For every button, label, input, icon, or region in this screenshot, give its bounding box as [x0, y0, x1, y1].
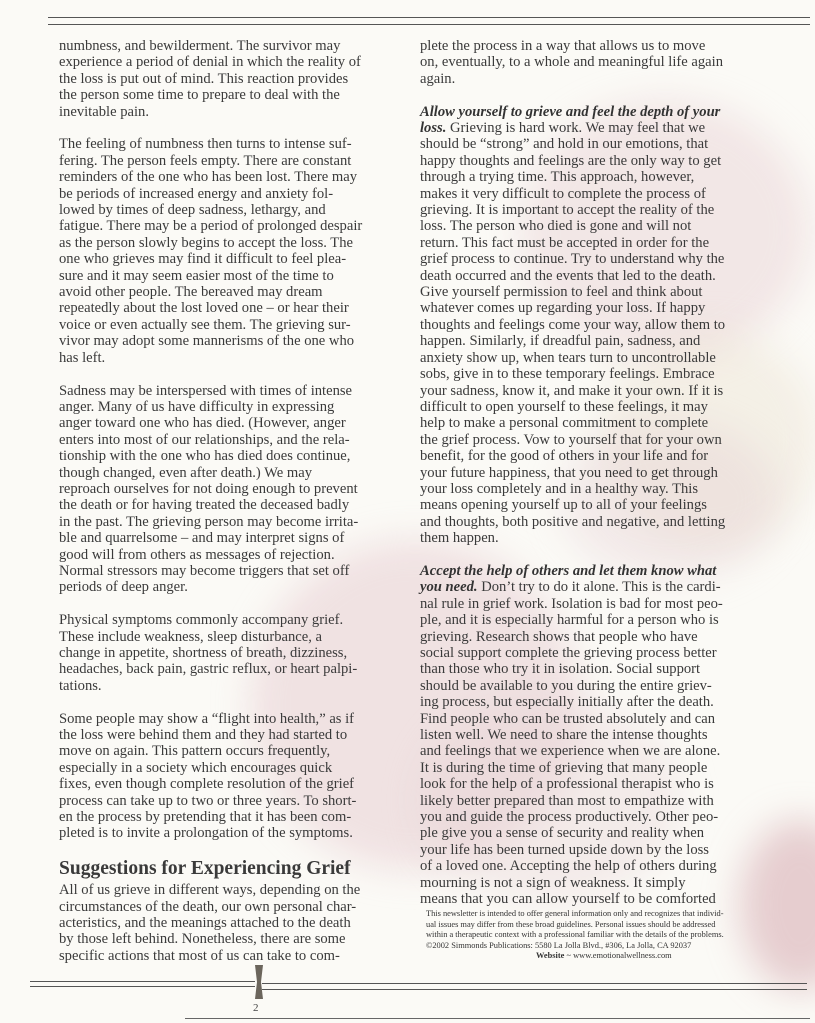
text-line: your sadness, know it, and make it your own. If it is: [420, 382, 724, 399]
suggestion-text: Grieving is hard work. We may feel that we: [446, 120, 706, 137]
text-line: than those who try it in isolation. Social support: [420, 661, 701, 678]
text-line: thoughts and feelings come your way, allow them to: [420, 316, 726, 333]
text-line: fixes, even though complete resolution of the grief: [59, 776, 355, 793]
text-line: return. This fact must be accepted in order for the: [420, 234, 710, 251]
text-line: has left.: [59, 349, 106, 366]
text-line: repeatedly about the lost loved one – or hear their: [59, 300, 349, 317]
text-line: and thoughts, both positive and negative, and letting: [420, 513, 726, 530]
disclaimer: [426, 909, 766, 962]
text-line: the grief process. Vow to yourself that for your own: [420, 431, 722, 448]
text-line: on, eventually, to a whole and meaningful life again: [420, 54, 723, 71]
text-line: inevitable pain.: [59, 103, 149, 120]
text-line: in the past. The grieving person may become irrita-: [59, 513, 359, 530]
text-line: social support complete the grieving process better: [420, 645, 717, 661]
text-line: means that you can allow yourself to be comforted: [420, 891, 716, 908]
website-label: Website: [536, 951, 565, 961]
text-line: your loss completely and in a healthy way. This: [420, 480, 699, 497]
text-line: tionship with the one who has died does continue,: [59, 448, 351, 465]
text-line: especially in a society which encourages quick: [59, 759, 333, 776]
text-line: avoid other people. The bereaved may dream: [59, 284, 323, 301]
paragraph: [59, 383, 404, 596]
text-line: good will from others as messages of rejection.: [59, 546, 335, 563]
text-line: your future happiness, that you need to get through: [420, 464, 718, 481]
text-line: by those left behind. Nonetheless, there are some: [59, 931, 346, 948]
text-line: This newsletter is intended to offer general information only and recognizes that individ-: [426, 909, 724, 918]
suggestion-first-line: [420, 120, 770, 136]
section-heading: Suggestions for Experiencing Grief: [59, 858, 351, 880]
text-line: ple, and it is especially harmful for a person who is: [420, 612, 719, 629]
paragraph: [59, 711, 404, 842]
text-line: means opening yourself up to all of your feelings: [420, 497, 707, 514]
left-paragraphs: [59, 38, 404, 842]
footer-rule: [262, 989, 807, 990]
text-line: anger. Many of us have difficulty in expressing: [59, 398, 335, 415]
suggestion-first-line: [420, 579, 770, 595]
text-line: All of us grieve in different ways, depending on the: [59, 882, 361, 899]
bottom-edge-rule: [185, 1018, 810, 1019]
text-line: you and guide the process productively. Other peo-: [420, 809, 719, 826]
text-line: should be “strong” and hold in our emotions, that: [420, 136, 709, 153]
text-line: pleted is to invite a prolongation of the symptoms.: [59, 825, 353, 842]
text-line: grieving. Research shows that people who have: [420, 628, 698, 645]
text-line: through a trying time. This approach, however,: [420, 169, 695, 186]
text-line: Some people may show a “flight into health,” as if: [59, 710, 355, 727]
website-line: [426, 951, 766, 962]
text-line: your life has been turned upside down by the loss: [420, 841, 709, 858]
text-line: nal rule in grief work. Isolation is bad for most peo-: [420, 595, 723, 612]
page-number: 2: [253, 1002, 259, 1014]
text-line: Sadness may be interspersed with times of intense: [59, 382, 353, 399]
text-line: the person some time to prepare to deal with the: [59, 87, 340, 104]
footer-rule: [30, 981, 255, 982]
header-rule: [48, 24, 810, 25]
text-line: the loss were behind them and they had started to: [59, 727, 348, 743]
text-line: The feeling of numbness then turns to intense suf-: [59, 136, 352, 153]
text-line: move on again. This pattern occurs frequently,: [59, 743, 331, 760]
text-line: of a loved one. Accepting the help of others during: [420, 858, 717, 875]
suggestion-allow-grieve: [420, 104, 770, 547]
text-line: listen well. We need to share the intense thoughts: [420, 727, 708, 744]
text-line: Give yourself permission to feel and think about: [420, 284, 703, 301]
suggestion-body: [420, 596, 770, 908]
text-line: difficult to open yourself to these feelings, it may: [420, 398, 708, 415]
suggestion-lead: Accept the help of others and let them know what: [420, 562, 717, 579]
text-line: These include weakness, sleep disturbance, a: [59, 628, 322, 645]
suggestion-lead-end: you need.: [420, 579, 478, 596]
text-line: It is during the time of grieving that many people: [420, 759, 708, 776]
text-line: enters into most of our relationships, and the rela-: [59, 431, 350, 448]
text-line: specific actions that most of us can take to com-: [59, 947, 340, 964]
text-line: anger toward one who has died. (However, anger: [59, 415, 346, 432]
website-link[interactable]: www.emotionalwellness.com: [573, 951, 672, 961]
suggestion-accept-help: [420, 563, 770, 908]
text-line: process can take up to two or three years. To short-: [59, 792, 357, 809]
suggestion-text: Don’t try to do it alone. This is the cardi-: [477, 579, 721, 596]
text-line: reproach ourselves for not doing enough to prevent: [59, 480, 358, 497]
text-line: whatever comes up regarding your loss. If happy: [420, 300, 706, 317]
paragraph: [59, 612, 404, 694]
text-line: Find people who can be trusted absolutely and can: [420, 710, 716, 727]
text-line: sobs, give in to these temporary feelings. Embrace: [420, 366, 715, 383]
text-line: loss. The person who died is gone and will not: [420, 218, 692, 235]
suggestion-lead-end: loss.: [420, 120, 447, 137]
text-line: tations.: [59, 677, 102, 694]
text-line: acteristics, and the meanings attached to the death: [59, 915, 351, 932]
text-line: grieving. It is important to accept the reality of the: [420, 202, 715, 219]
text-line: the death or for having treated the deceased badly: [59, 497, 350, 514]
text-line: ual issues may differ from these broad guidelines. Personal issues should be addressed: [426, 919, 716, 929]
text-line: fering. The person feels empty. There are constant: [59, 152, 352, 169]
text-line: change in appetite, shortness of breath, dizziness,: [59, 644, 348, 661]
text-line: the loss is put out of mind. This reaction provides: [59, 70, 349, 87]
text-line: voice or even actually see them. The grieving sur-: [59, 316, 351, 333]
text-line: within a therapeutic context with a professional familiar with the details of the problems.: [426, 930, 724, 940]
text-line: headaches, back pain, gastric reflux, or heart palpi-: [59, 661, 358, 678]
text-line: fatigue. There may be a period of prolonged despair: [59, 218, 363, 235]
disclaimer-text: [426, 909, 766, 951]
suggestion-body: [420, 136, 770, 546]
text-line: numbness, and bewilderment. The survivor may: [59, 38, 341, 54]
website-separator: ~: [564, 951, 574, 961]
text-line: anxiety show up, when tears turn to uncontrollable: [420, 349, 716, 366]
text-line: as the person slowly begins to accept the loss. The: [59, 234, 353, 251]
text-line: lowed by times of deep sadness, lethargy, and: [59, 202, 326, 219]
text-line: benefit, for the good of others in your life and for: [420, 448, 709, 465]
right-column: [420, 38, 770, 924]
text-line: happy thoughts and feelings are the only way to get: [420, 152, 722, 169]
text-line: mourning is not a sign of weakness. It simply: [420, 874, 686, 891]
text-line: Normal stressors may become triggers that set off: [59, 562, 350, 579]
text-line: though changed, even after death.) We may: [59, 464, 313, 481]
footer-rule: [30, 986, 255, 987]
text-line: vivor may adopt some mannerisms of the one who: [59, 333, 355, 350]
text-line: experience a period of denial in which the reality of: [59, 54, 361, 71]
text-line: them happen.: [420, 530, 499, 547]
text-line: en the process by pretending that it has been com-: [59, 809, 352, 826]
text-line: help to make a personal commitment to complete: [420, 415, 709, 432]
text-line: happen. Similarly, if dreadful pain, sadness, and: [420, 333, 701, 350]
text-line: ple give you a sense of security and reality when: [420, 825, 705, 842]
text-line: reminders of the one who has been lost. There may: [59, 169, 358, 186]
text-line: Physical symptoms commonly accompany grief.: [59, 612, 344, 629]
text-line: ©2002 Simmonds Publications: 5580 La Jolla Blvd., #306, La Jolla, CA 92037: [426, 940, 692, 950]
text-line: grief process to continue. Try to understand why the: [420, 251, 725, 268]
text-line: periods of deep anger.: [59, 579, 188, 596]
paragraph: [59, 136, 404, 366]
text-line: makes it very difficult to complete the process of: [420, 185, 706, 202]
text-line: again.: [420, 70, 456, 87]
text-line: death occurred and the events that led to the death.: [420, 267, 716, 284]
text-line: plete the process in a way that allows us to move: [420, 38, 706, 54]
text-line: ing process, but especially initially after the death.: [420, 694, 714, 711]
paragraph: [59, 38, 404, 120]
continuation-paragraph: [420, 38, 770, 87]
text-line: sure and it may seem easier most of the time to: [59, 267, 334, 284]
text-line: ble and quarrelsome – and may interpret signs of: [59, 530, 345, 547]
text-line: circumstances of the death, our own personal char-: [59, 898, 357, 915]
text-line: and feelings that we experience when we are alone.: [420, 743, 721, 760]
header-rule: [48, 17, 810, 18]
text-line: likely better prepared than most to empathize with: [420, 792, 714, 809]
left-column: [59, 38, 404, 964]
text-line: be periods of increased energy and anxiety fol-: [59, 185, 334, 202]
section-intro: [59, 882, 404, 964]
footer-rule: [262, 983, 807, 984]
text-line: look for the help of a professional therapist who is: [420, 776, 714, 793]
suggestion-lead: Allow yourself to grieve and feel the depth of your: [420, 103, 721, 120]
text-line: one who grieves may find it difficult to feel plea-: [59, 251, 347, 268]
footer-ornament-icon: [255, 965, 263, 999]
text-line: should be available to you during the entire griev-: [420, 677, 712, 694]
